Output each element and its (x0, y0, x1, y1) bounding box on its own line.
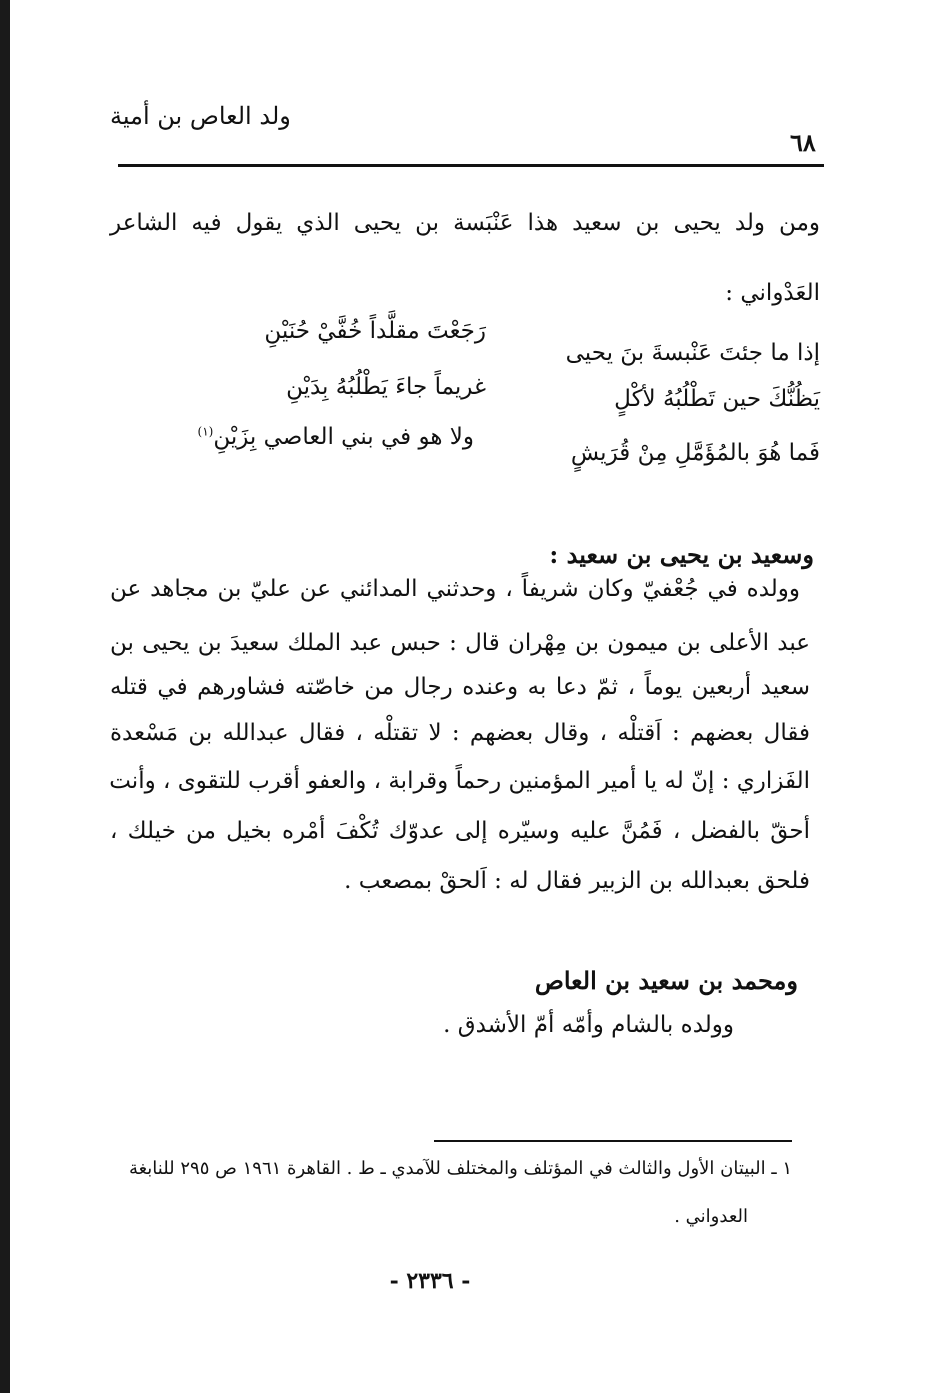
scan-page-edge (0, 0, 10, 1393)
poem-verse-1-first: إذا ما جئتَ عَنْبسةَ بنَ يحيى (565, 340, 820, 366)
said-line-5: الفَزاري : إنّ له يا أمير المؤمنين رحماً وقرابة ، والعفو أقرب للتقوى ، وأنت (109, 768, 810, 794)
said-line-4: فقال بعضهم : اَقتلْه ، وقال بعضهم : لا تقتلْه ، فقال عبدالله بن مَسْعدة (110, 720, 810, 746)
footnote-mark: (١) (197, 424, 214, 439)
footnote-line-2: العدواني . (674, 1206, 748, 1227)
intro-line-2: العَدْواني : (725, 280, 820, 306)
intro-line-1: ومن ولد يحيى بن سعيد هذا عَنْبَسة بن يحيى الذي يقول فيه الشاعر (110, 210, 820, 236)
footer-page-number: - ٢٣٣٦ - (389, 1268, 471, 1294)
poem-verse-3-first: فَما هُوَ بالمُؤَمَّلِ مِنْ قُرَيشٍ (570, 440, 820, 466)
header-rule (118, 164, 824, 167)
said-line-6: أحقّ بالفضل ، فَمُنَّ عليه وسيّره إلى عدوّك تُكْفَ أمْره بخيل من خيلك ، (110, 818, 810, 844)
said-line-3: سعيد أربعين يوماً ، ثمّ دعا به وعنده رجال من خاصّته فشاورهم في قتله (110, 674, 810, 700)
poem-verse-2-second: غريماً جاءَ يَطْلُبُهُ بِدَيْنِ (286, 374, 486, 400)
section-heading-muhammad: ومحمد بن سعيد بن العاص (534, 966, 798, 995)
footnote-line-1: ١ ـ البيتان الأول والثالث في المؤتلف والمختلف للآمدي ـ ط . القاهرة ١٩٦١ ص ٢٩٥ للنابغة (128, 1158, 792, 1179)
said-line-2: عبد الأعلى بن ميمون بن مِهْران قال : حبس عبد الملك سعيدَ بن يحيى بن (110, 630, 810, 656)
footnote-rule (434, 1140, 792, 1142)
said-line-1: وولده في جُعْفيّ وكان شريفاً ، وحدثني المدائني عن عليّ بن مجاهد عن (110, 576, 800, 602)
poem-verse-3-second (198, 424, 475, 450)
section-heading-said: وسعيد بن يحيى بن سعيد : (549, 540, 814, 569)
poem-verse-2-first: يَظُنُّكَ حين تَطْلُبُهُ لأكْلٍ (614, 386, 820, 412)
poem-verse-3-second-text: ولا هو في بني العاصي بِزَيْنِ (213, 424, 474, 450)
said-line-7: فلحق بعبدالله بن الزبير فقال له : اَلحقْ بمصعب . (344, 868, 810, 894)
poem-verse-1-second: رَجَعْتَ مقلَّداً خُفَّيْ حُنَيْنِ (264, 318, 486, 344)
running-title: ولد العاص بن أمية (110, 102, 291, 130)
muhammad-line-1: وولده بالشام وأمّه أمّ الأشدق . (443, 1012, 734, 1038)
page-number: ٦٨ (790, 128, 816, 157)
